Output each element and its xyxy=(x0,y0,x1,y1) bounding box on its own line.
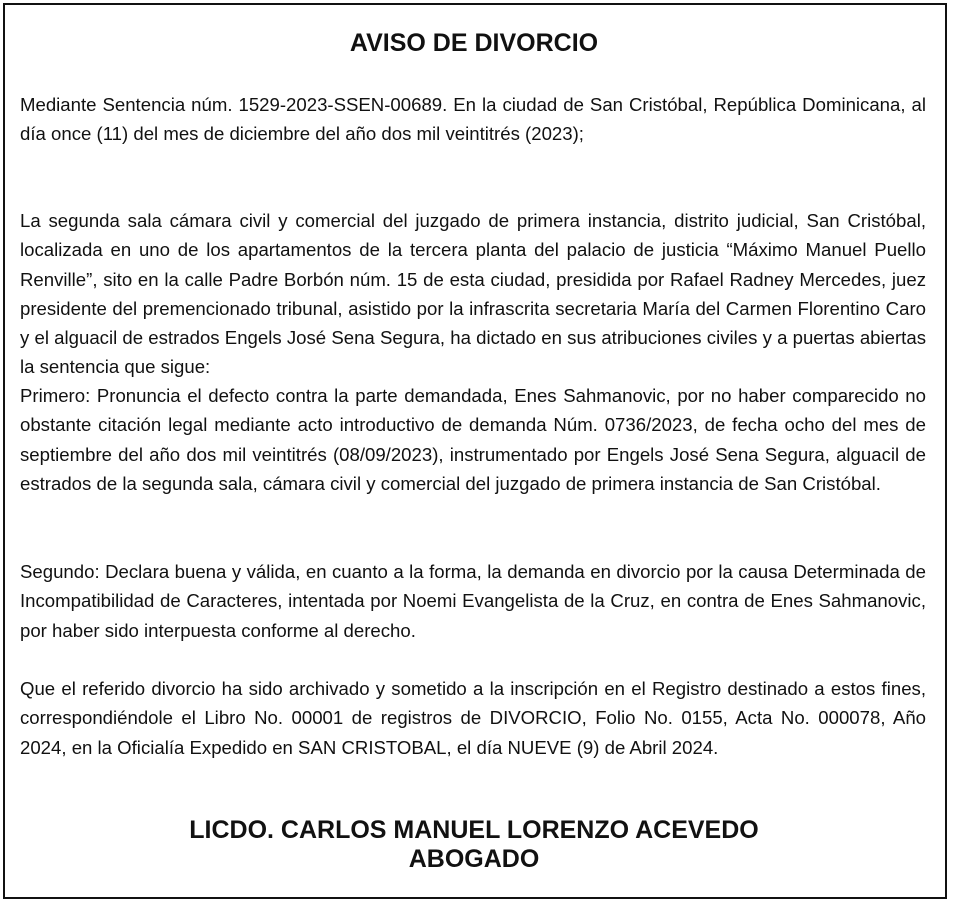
notice-title: AVISO DE DIVORCIO xyxy=(349,29,599,57)
signature-role: ABOGADO xyxy=(408,845,540,873)
paragraph-sentence-reference: Mediante Sentencia núm. 1529-2023-SSEN-00689. En la ciudad de San Cristóbal, República Dominicana, al día once (11) del mes de diciembre del año dos mil veintitrés (2023); xyxy=(20,94,926,145)
paragraph-court-description: La segunda sala cámara civil y comercial del juzgado de primera instancia, distrito judicial, San Cristóbal, localizada en uno de los apartamentos de la tercera planta del palacio de justicia “Máximo Manuel Puello Renville”, sito en la calle Padre Borbón núm. 15 de esta ciudad, presidida por Rafael Radney Mercedes, juez presidente del premencionado tribunal, asistido por la infrascrita secretaria María del Carmen Florentino Caro y el alguacil de estrados Engels José Sena Segura, ha dictado en sus atribuciones civiles y a puertas abiertas la sentencia que sigue: xyxy=(20,210,926,378)
paragraph-primero: Primero: Pronuncia el defecto contra la parte demandada, Enes Sahmanovic, por no haber comparecido no obstante citación legal mediante acto introductivo de demanda Núm. 0736/2023, de fecha ocho del mes de septiembre del año dos mil veintitrés (08/09/2023), instrumentado por Engels José Sena Segura, alguacil de estrados de la segunda sala, cámara civil y comercial del juzgado de primera instancia de San Cristóbal. xyxy=(20,385,926,494)
paragraph-registration: Que el referido divorcio ha sido archivado y sometido a la inscripción en el Registro destinado a estos fines, correspondiéndole el Libro No. 00001 de registros de DIVORCIO, Folio No. 0155, Acta No. 000078, Año 2024, en la Oficialía Expedido en SAN CRISTOBAL, el día NUEVE (9) de Abril 2024. xyxy=(20,678,926,758)
signature-name: LICDO. CARLOS MANUEL LORENZO ACEVEDO xyxy=(189,816,759,844)
paragraph-segundo: Segundo: Declara buena y válida, en cuanto a la forma, la demanda en divorcio por la causa Determinada de Incompatibilidad de Caracteres, intentada por Noemi Evangelista de la Cruz, en contra de Enes Sahmanovic, por haber sido interpuesta conforme al derecho. xyxy=(20,561,926,641)
signature-block xyxy=(0,816,948,874)
